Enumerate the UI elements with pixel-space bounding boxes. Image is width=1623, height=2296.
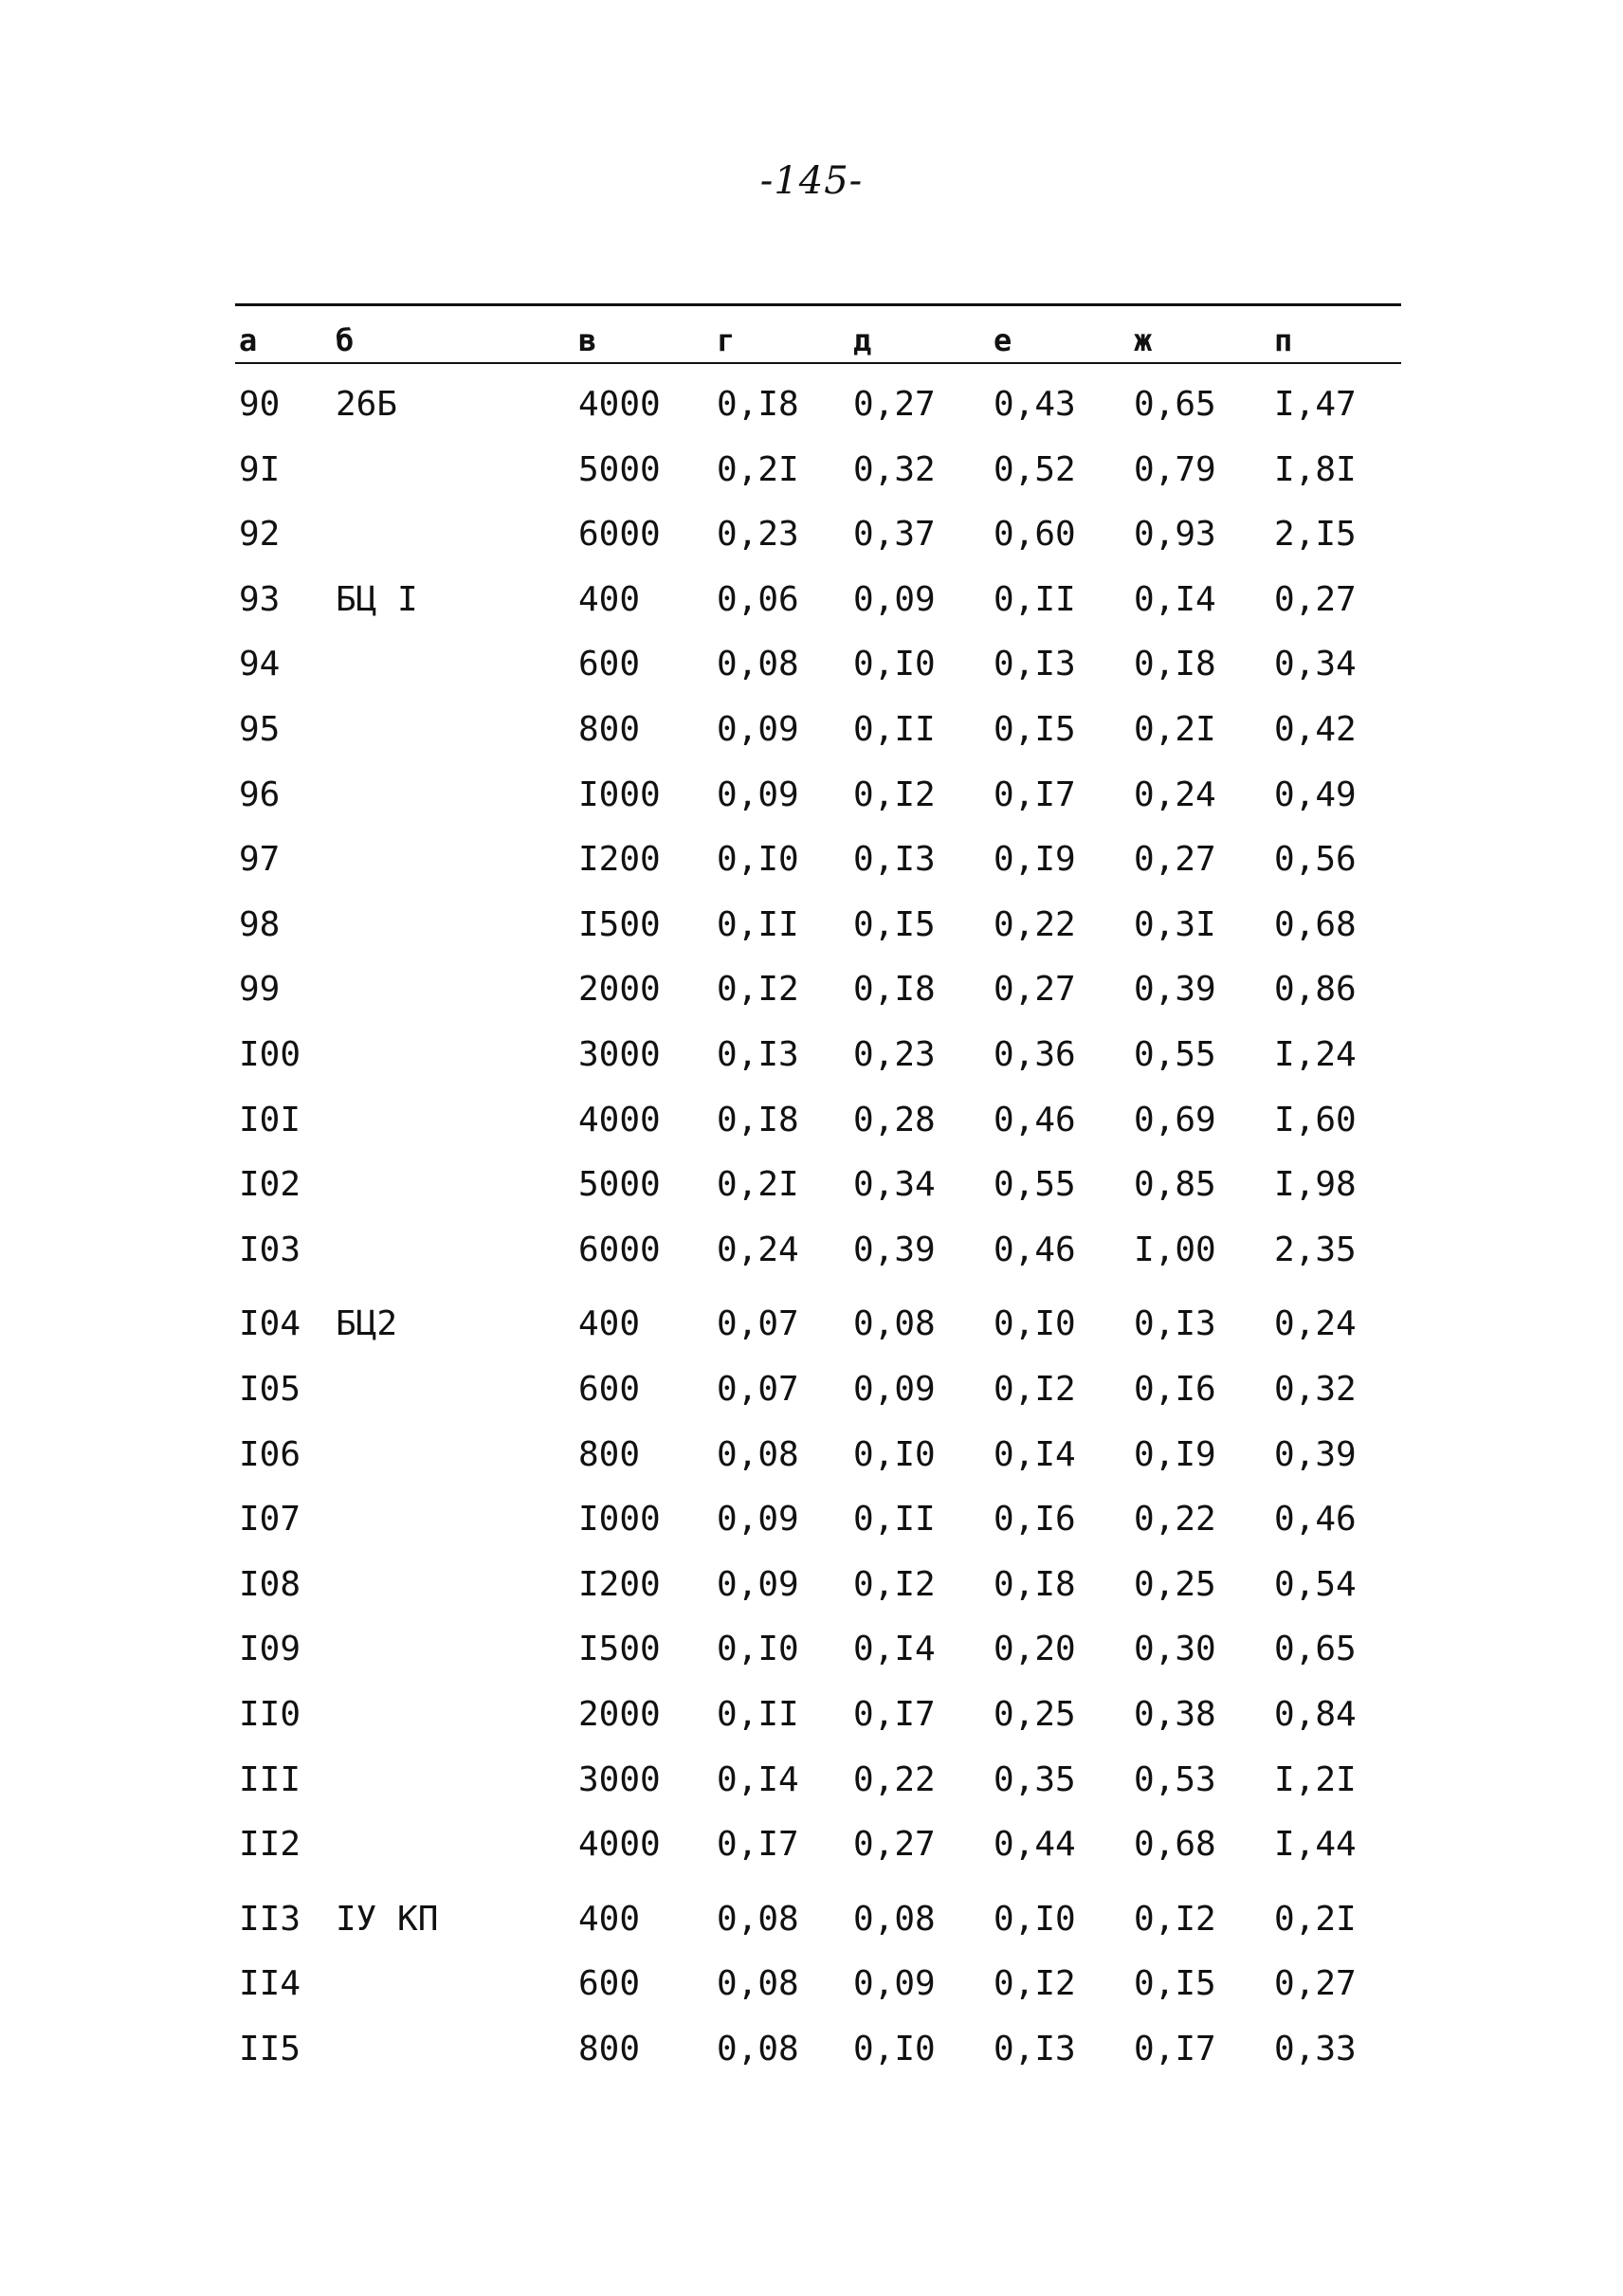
cell-col-g: 0,23 [717,515,799,555]
cell-col-zh: 0,68 [1134,1825,1216,1865]
cell-col-v: 800 [578,710,641,749]
cell-col-g: 0,06 [717,579,799,619]
cell-col-a: I04 [239,1304,301,1344]
cell-col-zh: 0,30 [1134,1630,1216,1669]
cell-col-p: 0,56 [1274,840,1357,880]
cell-col-v: I000 [578,1500,661,1540]
cell-col-b: IУ КП [336,1899,439,1939]
cell-col-d: 0,II [853,1500,936,1540]
cell-col-v: 2000 [578,1695,661,1734]
cell-col-a: 96 [239,774,281,814]
cell-col-g: 0,09 [717,1500,799,1540]
cell-col-zh: 0,I9 [1134,1434,1216,1474]
cell-col-v: 4000 [578,385,661,424]
cell-col-p: I,98 [1274,1165,1357,1205]
cell-col-d: 0,I0 [853,2030,936,2068]
table-row [235,1366,1401,1413]
header-col-p: п [1274,322,1293,358]
table-row [235,1561,1401,1609]
cell-col-v: 400 [578,1899,641,1939]
table-row [235,446,1401,494]
cell-col-d: 0,27 [853,385,936,424]
cell-col-e: 0,22 [994,904,1076,944]
cell-col-a: II3 [239,1899,301,1939]
table-row [235,641,1401,688]
cell-col-v: 5000 [578,449,661,489]
cell-col-v: 800 [578,2030,641,2068]
cell-col-g: 0,08 [717,1964,799,2004]
cell-col-p: I,60 [1274,1100,1357,1139]
cell-col-e: 0,I0 [994,1899,1076,1939]
cell-col-d: 0,I7 [853,1695,936,1734]
header-col-e: е [994,322,1012,358]
page-number: -145- [759,159,864,203]
cell-col-g: 0,24 [717,1230,799,1269]
cell-col-g: 0,09 [717,1564,799,1604]
cell-col-d: 0,I2 [853,774,936,814]
cell-col-g: 0,07 [717,1370,799,1409]
cell-col-e: 0,46 [994,1100,1076,1139]
cell-col-zh: I,00 [1134,1230,1216,1269]
cell-col-e: 0,43 [994,385,1076,424]
cell-col-zh: 0,38 [1134,1695,1216,1734]
table-row [235,1626,1401,1673]
cell-col-p: 0,27 [1274,579,1357,619]
cell-col-v: I000 [578,774,661,814]
cell-col-e: 0,I7 [994,774,1076,814]
cell-col-e: 0,I6 [994,1500,1076,1540]
cell-col-g: 0,I0 [717,840,799,880]
table-row [235,1431,1401,1479]
cell-col-g: 0,II [717,1695,799,1734]
cell-col-g: 0,I7 [717,1825,799,1865]
cell-col-zh: 0,79 [1134,449,1216,489]
cell-col-g: 0,09 [717,774,799,814]
table-row [235,511,1401,558]
cell-col-d: 0,28 [853,1100,936,1139]
cell-col-a: 90 [239,385,281,424]
table-row [235,1031,1401,1079]
cell-col-d: 0,08 [853,1899,936,1939]
cell-col-g: 0,I8 [717,385,799,424]
cell-col-v: 5000 [578,1165,661,1205]
cell-col-v: 400 [578,1304,641,1344]
cell-col-d: 0,32 [853,449,936,489]
cell-col-a: 97 [239,840,281,880]
cell-col-p: I,47 [1274,385,1357,424]
cell-col-d: 0,I0 [853,1434,936,1474]
cell-col-g: 0,I0 [717,1630,799,1669]
cell-col-a: 95 [239,710,281,749]
cell-col-v: 6000 [578,1230,661,1269]
cell-col-g: 0,2I [717,1165,799,1205]
cell-col-a: I08 [239,1564,301,1604]
cell-col-a: 9I [239,449,281,489]
table-row [235,1896,1401,1943]
cell-col-d: 0,I5 [853,904,936,944]
table-row [235,1301,1401,1348]
cell-col-zh: 0,53 [1134,1759,1216,1799]
cell-col-e: 0,I9 [994,840,1076,880]
cell-col-b: 26Б [336,385,398,424]
table-row [235,2026,1401,2073]
cell-col-zh: 0,22 [1134,1500,1216,1540]
cell-col-a: I00 [239,1035,301,1074]
cell-col-zh: 0,I7 [1134,2030,1216,2068]
cell-col-v: 600 [578,1964,641,2004]
cell-col-d: 0,I0 [853,645,936,684]
cell-col-e: 0,55 [994,1165,1076,1205]
cell-col-zh: 0,I5 [1134,1964,1216,2004]
table-row [235,902,1401,949]
cell-col-zh: 0,69 [1134,1100,1216,1139]
cell-col-a: I06 [239,1434,301,1474]
cell-col-a: I09 [239,1630,301,1669]
cell-col-a: I03 [239,1230,301,1269]
cell-col-a: I05 [239,1370,301,1409]
table-row [235,381,1401,428]
cell-col-zh: 0,3I [1134,904,1216,944]
cell-col-p: 0,46 [1274,1500,1357,1540]
cell-col-p: 0,2I [1274,1899,1357,1939]
header-col-d: д [853,322,872,358]
cell-col-d: 0,09 [853,1370,936,1409]
cell-col-zh: 0,93 [1134,515,1216,555]
cell-col-d: 0,23 [853,1035,936,1074]
cell-col-e: 0,60 [994,515,1076,555]
cell-col-v: 3000 [578,1035,661,1074]
cell-col-e: 0,44 [994,1825,1076,1865]
cell-col-g: 0,09 [717,710,799,749]
table-row [235,966,1401,1013]
table-row [235,1227,1401,1274]
cell-col-zh: 0,I8 [1134,645,1216,684]
cell-col-p: 0,68 [1274,904,1357,944]
cell-col-p: I,24 [1274,1035,1357,1074]
cell-col-e: 0,I2 [994,1370,1076,1409]
cell-col-a: 98 [239,904,281,944]
cell-col-p: 0,32 [1274,1370,1357,1409]
cell-col-d: 0,II [853,710,936,749]
table-row [235,1821,1401,1868]
cell-col-zh: 0,55 [1134,1035,1216,1074]
cell-col-v: I500 [578,904,661,944]
cell-col-a: II2 [239,1825,301,1865]
cell-col-zh: 0,I3 [1134,1304,1216,1344]
cell-col-p: I,44 [1274,1825,1357,1865]
cell-col-v: I200 [578,1564,661,1604]
cell-col-p: 0,33 [1274,2030,1357,2068]
cell-col-a: III [239,1759,301,1799]
cell-col-zh: 0,2I [1134,710,1216,749]
table-row [235,1161,1401,1209]
cell-col-b: БЦ2 [336,1304,398,1344]
cell-col-g: 0,08 [717,645,799,684]
table-row [235,1757,1401,1804]
cell-col-p: I,8I [1274,449,1357,489]
cell-col-g: 0,I8 [717,1100,799,1139]
table-row [235,772,1401,819]
cell-col-e: 0,35 [994,1759,1076,1799]
cell-col-g: 0,I2 [717,970,799,1010]
cell-col-v: 4000 [578,1825,661,1865]
cell-col-e: 0,46 [994,1230,1076,1269]
cell-col-zh: 0,I4 [1134,579,1216,619]
cell-col-v: 800 [578,1434,641,1474]
header-col-g: г [717,322,736,358]
table-row [235,576,1401,624]
cell-col-a: 99 [239,970,281,1010]
cell-col-a: II5 [239,2030,301,2068]
cell-col-zh: 0,I2 [1134,1899,1216,1939]
cell-col-a: I0I [239,1100,301,1139]
cell-col-e: 0,II [994,579,1076,619]
cell-col-e: 0,I3 [994,645,1076,684]
cell-col-p: 0,42 [1274,710,1357,749]
cell-col-p: 0,54 [1274,1564,1357,1604]
cell-col-zh: 0,24 [1134,774,1216,814]
cell-col-p: 0,39 [1274,1434,1357,1474]
header-col-zh: ж [1134,322,1153,358]
cell-col-p: 0,65 [1274,1630,1357,1669]
cell-col-b: БЦ I [336,579,418,619]
cell-col-p: 0,84 [1274,1695,1357,1734]
cell-col-d: 0,22 [853,1759,936,1799]
cell-col-v: 400 [578,579,641,619]
table-row [235,1496,1401,1543]
cell-col-v: 2000 [578,970,661,1010]
table-top-rule [235,303,1401,306]
cell-col-g: 0,08 [717,2030,799,2068]
cell-col-zh: 0,I6 [1134,1370,1216,1409]
table-row [235,1097,1401,1144]
cell-col-d: 0,34 [853,1165,936,1205]
cell-col-e: 0,I2 [994,1964,1076,2004]
cell-col-p: 0,49 [1274,774,1357,814]
cell-col-g: 0,08 [717,1434,799,1474]
cell-col-e: 0,I5 [994,710,1076,749]
cell-col-e: 0,27 [994,970,1076,1010]
cell-col-p: 0,24 [1274,1304,1357,1344]
cell-col-zh: 0,65 [1134,385,1216,424]
cell-col-g: 0,II [717,904,799,944]
cell-col-e: 0,I3 [994,2030,1076,2068]
cell-col-a: I02 [239,1165,301,1205]
cell-col-d: 0,I8 [853,970,936,1010]
table-row [235,1691,1401,1739]
cell-col-v: 3000 [578,1759,661,1799]
cell-col-d: 0,39 [853,1230,936,1269]
table-row [235,706,1401,754]
cell-col-g: 0,I3 [717,1035,799,1074]
cell-col-p: 0,27 [1274,1964,1357,2004]
header-col-b: б [336,322,355,358]
cell-col-e: 0,20 [994,1630,1076,1669]
cell-col-p: 0,34 [1274,645,1357,684]
header-underline-rule [235,362,1401,364]
table-row [235,836,1401,884]
cell-col-d: 0,I3 [853,840,936,880]
cell-col-g: 0,08 [717,1899,799,1939]
cell-col-v: 600 [578,645,641,684]
cell-col-d: 0,08 [853,1304,936,1344]
cell-col-v: I200 [578,840,661,880]
cell-col-p: 2,35 [1274,1230,1357,1269]
cell-col-e: 0,I4 [994,1434,1076,1474]
cell-col-a: II0 [239,1695,301,1734]
table-header-row [235,317,1401,364]
cell-col-a: 93 [239,579,281,619]
cell-col-g: 0,I4 [717,1759,799,1799]
cell-col-v: 4000 [578,1100,661,1139]
cell-col-v: I500 [578,1630,661,1669]
cell-col-d: 0,09 [853,579,936,619]
cell-col-g: 0,07 [717,1304,799,1344]
cell-col-d: 0,I4 [853,1630,936,1669]
cell-col-d: 0,37 [853,515,936,555]
cell-col-p: 2,I5 [1274,515,1357,555]
cell-col-e: 0,52 [994,449,1076,489]
header-col-v: в [578,322,597,358]
cell-col-zh: 0,39 [1134,970,1216,1010]
cell-col-a: II4 [239,1964,301,2004]
cell-col-e: 0,36 [994,1035,1076,1074]
cell-col-e: 0,I0 [994,1304,1076,1344]
cell-col-e: 0,25 [994,1695,1076,1734]
cell-col-d: 0,09 [853,1964,936,2004]
table-row [235,1960,1401,2008]
cell-col-a: I07 [239,1500,301,1540]
header-col-a: а [239,322,258,358]
cell-col-g: 0,2I [717,449,799,489]
cell-col-e: 0,I8 [994,1564,1076,1604]
cell-col-p: I,2I [1274,1759,1357,1799]
cell-col-v: 600 [578,1370,641,1409]
cell-col-zh: 0,27 [1134,840,1216,880]
cell-col-d: 0,27 [853,1825,936,1865]
cell-col-zh: 0,25 [1134,1564,1216,1604]
cell-col-a: 94 [239,645,281,684]
cell-col-a: 92 [239,515,281,555]
cell-col-v: 6000 [578,515,661,555]
cell-col-zh: 0,85 [1134,1165,1216,1205]
cell-col-d: 0,I2 [853,1564,936,1604]
cell-col-p: 0,86 [1274,970,1357,1010]
